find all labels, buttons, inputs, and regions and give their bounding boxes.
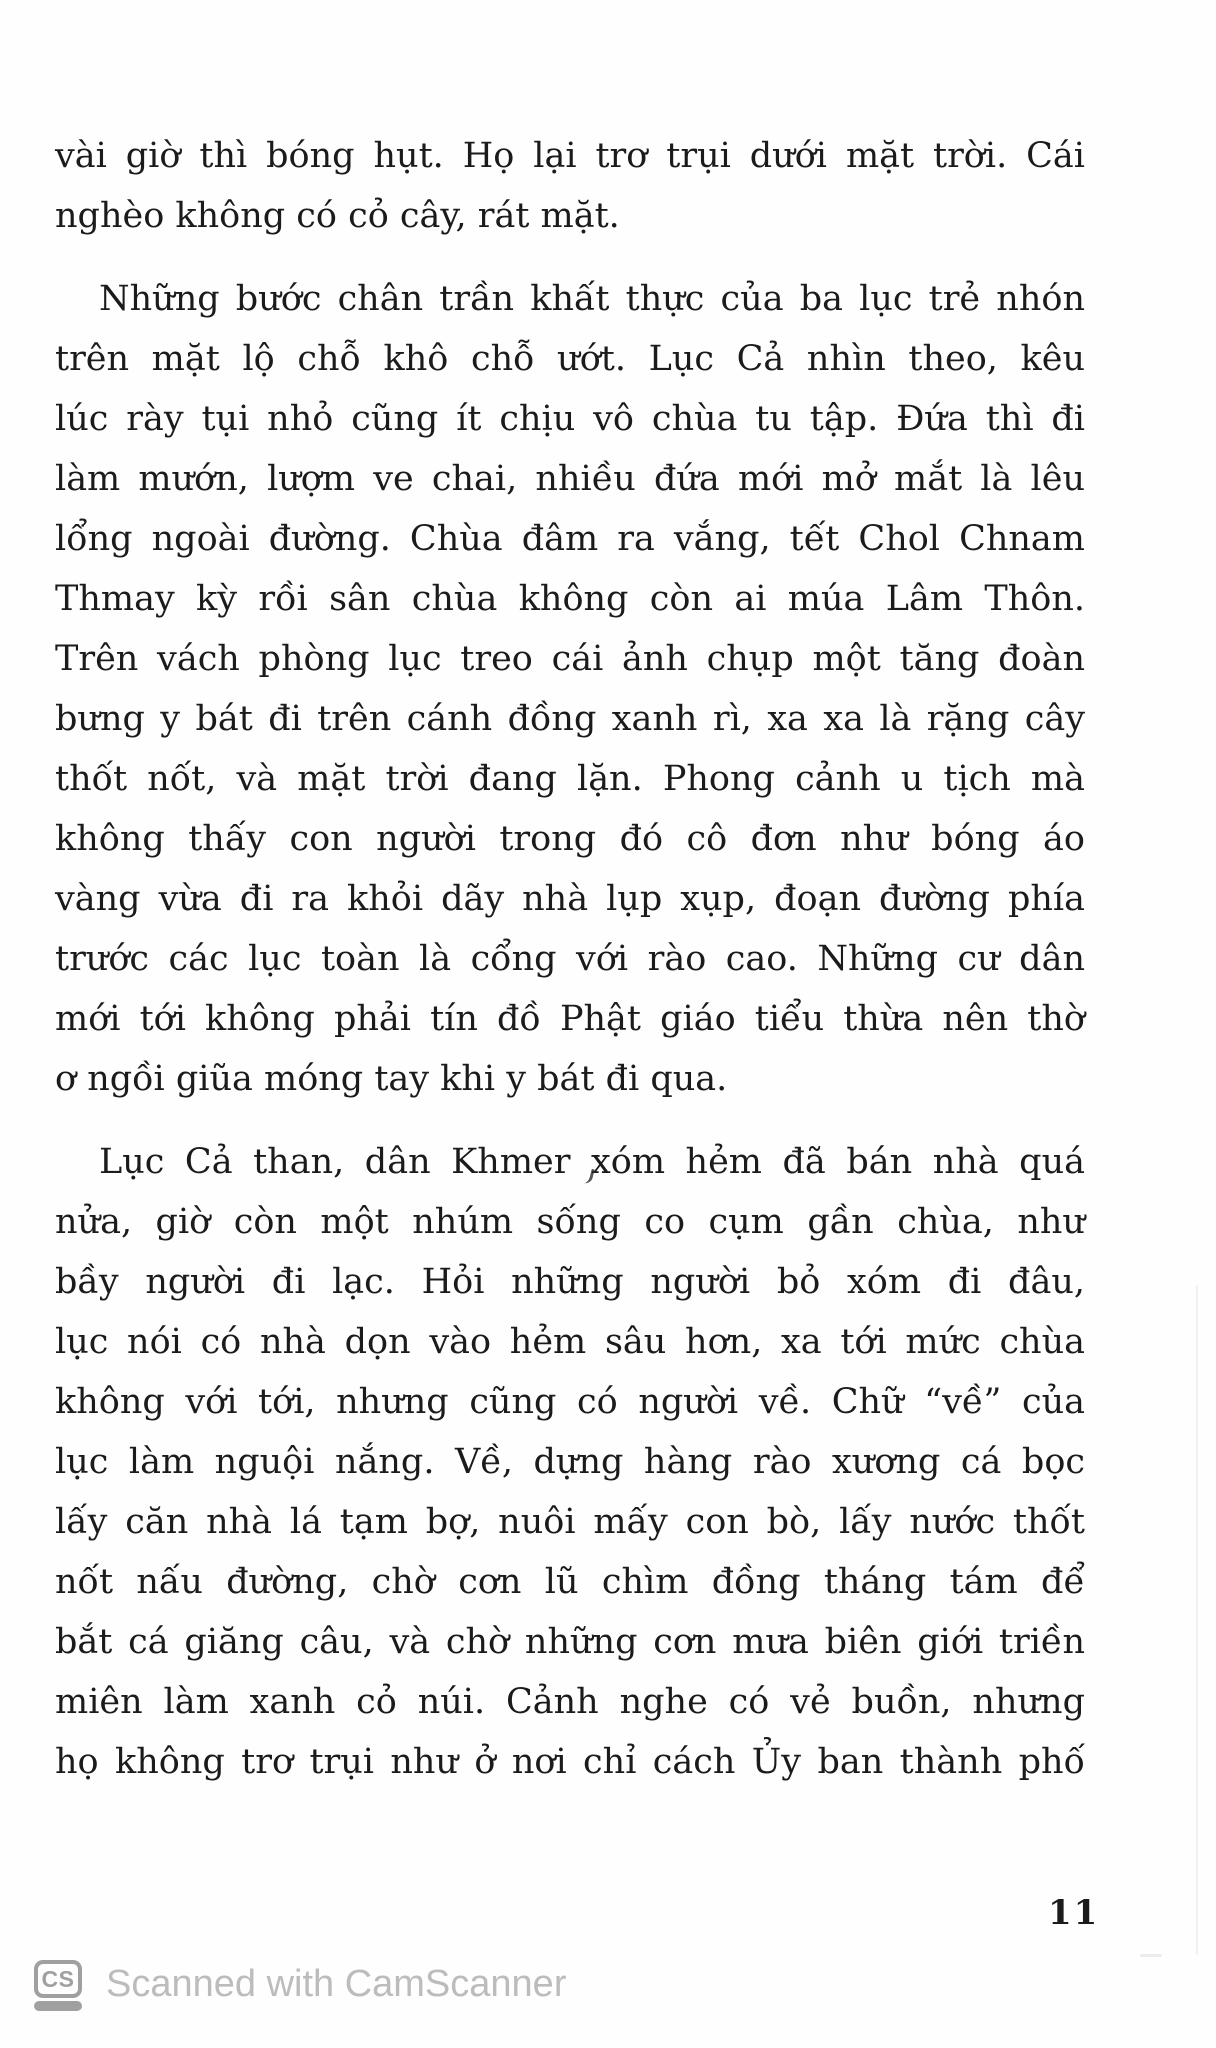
text-line: thốt nốt, và mặt trời đang lặn. Phong cảnh u tịch mà	[55, 759, 1085, 799]
text-line: Trên vách phòng lục treo cái ảnh chụp một tăng đoàn	[55, 639, 1085, 679]
text-line: ơ ngồi giũa móng tay khi y bát đi qua.	[55, 1059, 728, 1099]
text-line: nốt nấu đường, chờ cơn lũ chìm đồng tháng tám để	[55, 1562, 1085, 1602]
text-line: không thấy con người trong đó cô đơn như bóng áo	[55, 819, 1085, 859]
text-line: không với tới, nhưng cũng có người về. Chữ “về” của	[55, 1382, 1085, 1422]
text-line: bắt cá giăng câu, và chờ những cơn mưa biên giới triền	[55, 1622, 1085, 1662]
page-number: 11	[1048, 1893, 1100, 1933]
text-line: lúc rày tụi nhỏ cũng ít chịu vô chùa tu tập. Đứa thì đi	[55, 399, 1085, 439]
text-line: Những bước chân trần khất thực của ba lục trẻ nhón	[99, 279, 1085, 319]
text-line: lấy căn nhà lá tạm bợ, nuôi mấy con bò, lấy nước thốt	[55, 1502, 1085, 1542]
camscanner-logo-bar	[34, 2001, 82, 2011]
scan-artifact	[1140, 1954, 1162, 1957]
text-line: trên mặt lộ chỗ khô chỗ ướt. Lục Cả nhìn theo, kêu	[55, 339, 1085, 379]
camscanner-logo-box	[34, 1960, 82, 1998]
paragraph	[55, 269, 1085, 1109]
text-line: họ không trơ trụi như ở nơi chỉ cách Ủy ban thành phố	[55, 1742, 1085, 1782]
paragraph	[55, 1132, 1085, 1792]
text-line: miên làm xanh cỏ núi. Cảnh nghe có vẻ buồn, nhưng	[55, 1682, 1085, 1722]
text-line: bưng y bát đi trên cánh đồng xanh rì, xa xa là rặng cây	[55, 699, 1085, 739]
watermark-text: Scanned with CamScanner	[106, 1963, 567, 2005]
text-line: trước các lục toàn là cổng với rào cao. Những cư dân	[55, 939, 1085, 979]
text-line: bầy người đi lạc. Hỏi những người bỏ xóm đi đâu,	[55, 1262, 1085, 1302]
text-line: vài giờ thì bóng hụt. Họ lại trơ trụi dưới mặt trời. Cái	[55, 136, 1085, 176]
camscanner-logo-icon	[34, 1960, 82, 2014]
text-line: lục nói có nhà dọn vào hẻm sâu hơn, xa tới mức chùa	[55, 1322, 1085, 1362]
text-line: Lục Cả than, dân Khmer xóm hẻm đã bán nhà quá	[99, 1142, 1085, 1182]
text-line: nửa, giờ còn một nhúm sống co cụm gần chùa, như	[55, 1202, 1085, 1242]
text-line: vàng vừa đi ra khỏi dãy nhà lụp xụp, đoạn đường phía	[55, 879, 1085, 919]
page-text	[55, 126, 1085, 1792]
text-line: làm mướn, lượm ve chai, nhiều đứa mới mở mắt là lêu	[55, 459, 1085, 499]
text-line: mới tới không phải tín đồ Phật giáo tiểu thừa nên thờ	[55, 999, 1085, 1039]
text-line: Thmay kỳ rồi sân chùa không còn ai múa Lâm Thôn.	[55, 579, 1085, 619]
page-edge-shadow	[1196, 1285, 1198, 1955]
paragraph	[55, 126, 1085, 246]
camscanner-watermark	[34, 1960, 566, 2014]
text-line: lục làm nguội nắng. Về, dựng hàng rào xương cá bọc	[55, 1442, 1085, 1482]
camscanner-logo-text: CS	[41, 1965, 75, 1992]
text-line: nghèo không có cỏ cây, rát mặt.	[55, 196, 620, 236]
text-line: lổng ngoài đường. Chùa đâm ra vắng, tết Chol Chnam	[55, 519, 1085, 559]
